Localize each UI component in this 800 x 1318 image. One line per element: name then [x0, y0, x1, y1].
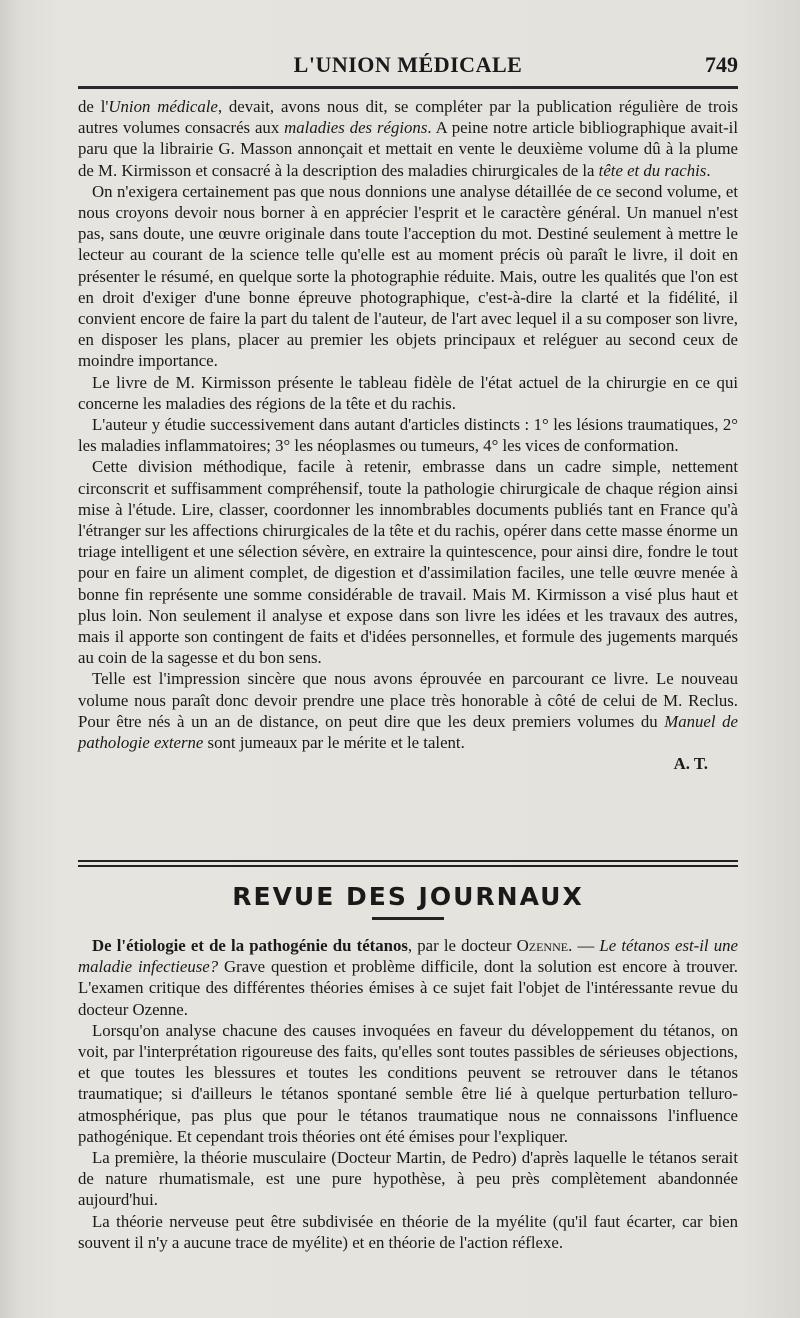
author-name: Ozenne — [516, 936, 569, 955]
text-run: . — — [568, 936, 600, 955]
book-review — [78, 96, 738, 775]
article-question: Le tétanos est-il une maladie infectieuse? — [78, 936, 738, 977]
review-paragraph-6 — [78, 668, 738, 753]
text-run: . A peine notre article bibliographique avait-il paru que la librairie G. Masson annonçait et mettait en vente le deuxième volume dû à la plume de M. Kirmisson et consacré à la description des maladies chirurgicales de la — [78, 118, 738, 180]
book-subtitle: tête et du rachis — [598, 160, 707, 180]
running-title: L'UNION MÉDICALE — [293, 52, 523, 77]
review-paragraph-1 — [78, 96, 738, 181]
review-paragraph-4: L'auteur y étudie successivement dans autant d'articles distincts : 1° les lésions traumatiques, 2° les maladies inflammatoires; 3° les néoplasmes ou tumeurs, 4° les vices de conformation. — [78, 415, 738, 456]
journal-paragraph-4: La théorie nerveuse peut être subdivisée en théorie de la myélite (qu'il faut écarter, car bien souvent il n'y a aucune trace de myélite) et en théorie de l'action réflexe. — [78, 1211, 738, 1252]
page-number: 749 — [705, 52, 738, 77]
section-divider — [78, 860, 738, 867]
book-title: Manuel de pathologie externe — [78, 711, 738, 753]
text-run: Telle est l'impression sincère que nous avons éprouvée en parcourant ce livre. Le nouveau volume nous paraît donc devoir prendre une place très honorable à côté de celui de M. Reclus. Pour être nés à un an de distance, on peut dire que les deux premiers volumes du — [78, 669, 738, 731]
review-signature: A. T. — [673, 754, 708, 774]
journal-paragraph-3: La première, la théorie musculaire (Docteur Martin, de Pedro) d'après laquelle le tétanos serait de nature rhumatismale, est une pure hypothèse, à peu près complètement abandonnée aujourd'hui. — [78, 1148, 738, 1210]
journal-review — [78, 935, 738, 1253]
section-title: REVUE DES JOURNAUX — [232, 882, 584, 911]
review-paragraph-5: Cette division méthodique, facile à retenir, embrasse dans un cadre simple, nettement circonscrit et suffisamment compréhensif, toute la pathologie chirurgicale de chaque région ainsi mise à l'étude. Lire, classer, coordonner les innombrables documents publiés tant en France qu'à l'étranger sur les affections chirurgicales de la tête et du rachis, opérer dans cette masse énorme un triage intelligent et une sélection sévère, en extraire la quintescence, pour ainsi dire, fondre le tout pour en faire un aliment complet, de digestion et d'assimilation faciles, une telle œuvre menée à bonne fin représente une somme considérable de travail. Mais M. Kirmisson a visé plus haut et plus loin. Non seulement il analyse et expose dans son livre les idées et les travaux des autres, mais il apporte son contingent de faits et d'idées personnelles, et formule des jugements marqués au coin de la sagesse et du bon sens. — [78, 457, 738, 668]
text-run: , devait, avons nous dit, se compléter par la publication régulière de trois autres volumes consacrés aux — [78, 97, 738, 138]
text-run: de l' — [78, 97, 109, 116]
article-heading: De l'étiologie et de la pathogénie du tétanos — [92, 936, 408, 955]
text-run: sont jumeaux par le mérite et le talent. — [203, 733, 465, 753]
journal-paragraph-2: Lorsqu'on analyse chacune des causes invoquées en faveur du développement du tétanos, on voit, par l'interprétation rigoureuse des faits, qu'elles sont toutes passibles de sérieuses objections, et que toutes les blessures et toutes les conditions peuvent se retrouver dans le tétanos traumatique; si d'ailleurs le tétanos spontané semble être lié à quelque perturbation telluro-atmosphérique, pas plus que pour le tétanos traumatique nous ne connaissons l'influence pathogénique. Et cependant trois théories ont été émises pour l'expliquer. — [78, 1020, 738, 1146]
text-run: , par le docteur — [407, 936, 517, 955]
text-run: . — [706, 160, 711, 180]
book-title: maladies des régions — [284, 118, 428, 138]
review-paragraph-3: Le livre de M. Kirmisson présente le tableau fidèle de l'état actuel de la chirurgie en ce qui concerne les maladies des régions de la tête et du rachis. — [78, 372, 738, 413]
running-header — [78, 52, 738, 82]
header-rule — [78, 86, 738, 89]
journal-title: Union médicale — [108, 97, 218, 116]
review-paragraph-2: On n'exigera certainement pas que nous donnions une analyse détaillée de ce second volume, et nous croyons devoir nous borner à en apprécier l'esprit et le caractère général. Un manuel n'est pas, sans doute, une œuvre originale dans toute l'acception du mot. Destiné seulement à mettre le lecteur au courant de la science telle qu'elle est au moment précis où paraît le livre, il doit en présenter le résumé, en quelque sorte la photographie réduite. Mais, outre les qualités que l'on est en droit d'exiger d'une bonne épreuve photographique, c'est-à-dire la clarté et la fidélité, il convient encore de faire la part du talent de l'auteur, de l'art avec lequel il a su composer son livre, en disposer les plans, placer au premier les objets principaux et reléguer au second ceux de moindre importance. — [78, 181, 738, 371]
text-run: Grave question et problème difficile, dont la solution est encore à trouver. L'examen critique des différentes théories émises à ce sujet fait l'objet de l'intéressante revue du docteur Ozenne. — [78, 957, 738, 1019]
section-title-underline — [372, 917, 444, 920]
journal-paragraph-1 — [78, 935, 738, 1020]
